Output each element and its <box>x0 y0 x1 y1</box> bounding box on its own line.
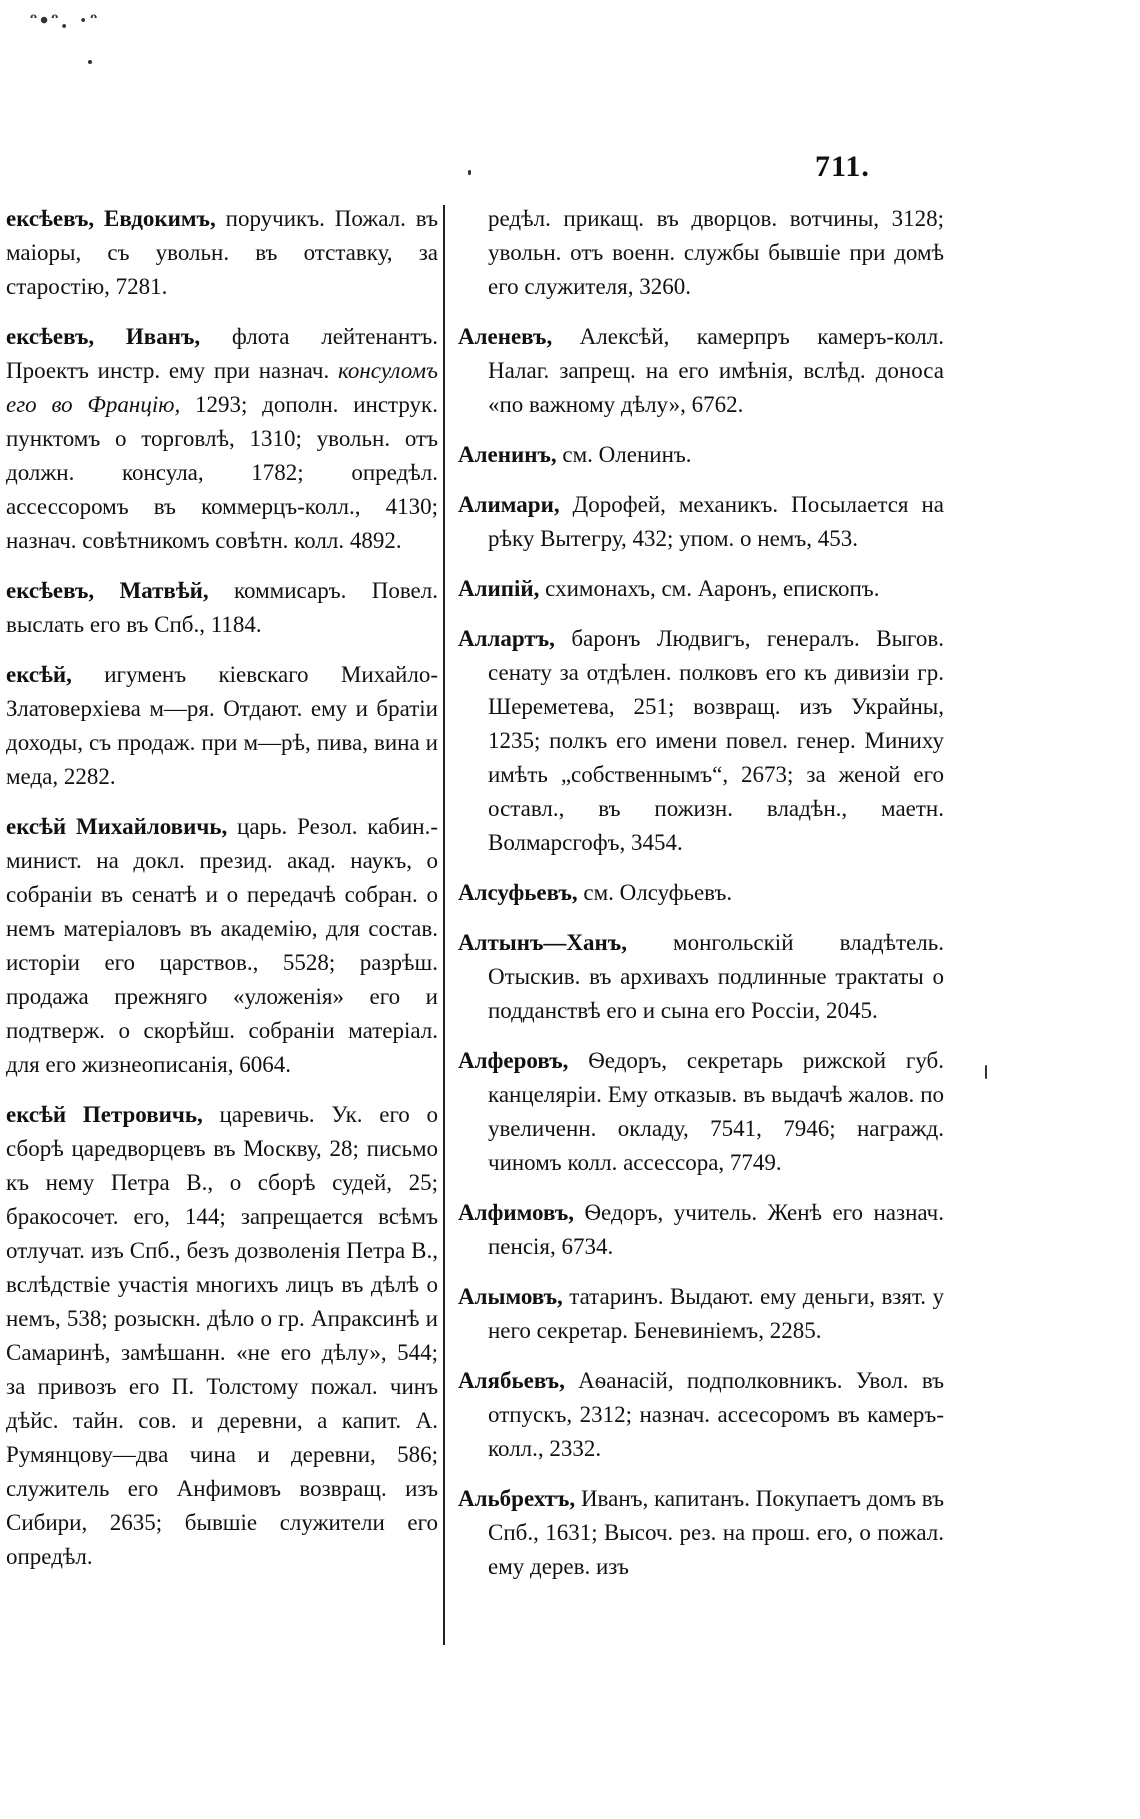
index-entry <box>458 572 944 606</box>
column-divider <box>443 205 445 1645</box>
entry-headword: Алимари, <box>458 492 560 517</box>
entry-headword: Алферовъ, <box>458 1048 569 1073</box>
ink-speck <box>468 170 471 175</box>
entry-text: схимонахъ, см. Ааронъ, епископъ. <box>539 576 880 601</box>
ink-speck <box>88 60 92 64</box>
entry-text: царевичь. Ук. его о сборѣ царедворцевъ въ Москву, 28; письмо къ нему Петра В., о сборѣ судей, 25; бракосочет. его, 144; запрещается всѣмъ отлучат. изъ Спб., безъ дозволенія Петра В., вслѣдствіе участія многихъ лицъ въ дѣлѣ о немъ, 538; розыскн. дѣло о гр. Апраксинѣ и Самаринѣ, замѣшанн. «не его дѣлу», 544; за привозъ его П. Толстому пожал. чинъ дѣйс. тайн. сов. и деревни, а капит. А. Румянцову—два чина и деревни, 586; служитель его Анфимовъ возвращ. изъ Сибири, 2635; бывшіе служители его опредѣл. <box>6 1102 438 1569</box>
entry-headword: Аленинъ, <box>458 442 557 467</box>
entry-headword: Алябьевъ, <box>458 1368 565 1393</box>
top-print-marks: ᵔ•ᵔ. ·ᵔ <box>30 8 101 34</box>
entry-text: см. Олсуфьевъ. <box>577 880 733 905</box>
index-entry <box>458 876 944 910</box>
left-column <box>6 202 438 1590</box>
entry-headword: ексѣй Петровичь, <box>6 1102 203 1127</box>
index-entry <box>458 1482 944 1584</box>
ink-speck <box>985 1065 987 1079</box>
entry-headword: ексѣй, <box>6 662 72 687</box>
index-entry <box>6 810 438 1082</box>
index-entry <box>6 574 438 642</box>
index-entry <box>458 1364 944 1466</box>
entry-text: флота лейтенантъ. Проектъ инстр. ему при назнач. <box>6 324 438 383</box>
right-column <box>458 202 944 1600</box>
entry-headword: Алтынъ—Ханъ, <box>458 930 627 955</box>
entry-text: царь. Резол. кабин.-минист. на докл. презид. акад. наукъ, о собраніи въ сенатѣ и о передачѣ собран. о немъ матеріаловъ въ академію, для состав. исторіи его царствов., 5528; разрѣш. продажа прежняго «уложенія» его и подтверж. о скорѣйш. собраніи матеріал. для его жизнеописанія, 6064. <box>6 814 439 1077</box>
entry-text: баронъ Людвигъ, генералъ. Выгов. сенату за отдѣлен. полковъ его къ дивизіи гр. Шереметева, 251; возвращ. изъ Украйны, 1235; полкъ его имени повел. генер. Миниху имѣть „собственнымъ“, 2673; за женой его оставл., въ пожизн. владѣн., маетн. Волмарсгофъ, 3454. <box>488 626 944 855</box>
entry-headword: ексѣй Михайловичь, <box>6 814 228 839</box>
index-entry <box>458 1044 944 1180</box>
entry-headword: Алсуфьевъ, <box>458 880 578 905</box>
index-entry <box>6 1098 438 1574</box>
entry-headword: Алфимовъ, <box>458 1200 574 1225</box>
index-entry <box>458 438 944 472</box>
entry-text: татаринъ. Выдают. ему деньги, взят. у него секретар. Беневиніемъ, 2285. <box>488 1284 944 1343</box>
entry-text: монгольскій владѣтель. Отыскив. въ архивахъ подлинные трактаты о подданствѣ его и сына его Россіи, 2045. <box>488 930 944 1023</box>
index-entry <box>458 1196 944 1264</box>
index-entry <box>458 926 944 1028</box>
entry-headword: ексѣевъ, Евдокимъ, <box>6 206 216 231</box>
entry-headword: Аленевъ, <box>458 324 553 349</box>
page-number: 711. <box>815 150 870 183</box>
entry-headword: ексѣевъ, Иванъ, <box>6 324 201 349</box>
index-entry-continued <box>458 202 944 304</box>
entry-text: редѣл. прикащ. въ дворцов. вотчины, 3128; увольн. отъ военн. службы бывшіе при домѣ его служителя, 3260. <box>488 206 944 299</box>
entry-headword: Алипій, <box>458 576 540 601</box>
entry-text: Аѳанасій, подполковникъ. Увол. въ отпускъ, 2312; назнач. ассесоромъ въ камеръ-колл., 2332. <box>488 1368 944 1461</box>
entry-headword: Аллартъ, <box>458 626 555 651</box>
entry-text: Ѳедоръ, секретарь рижской губ. канцеляріи. Ему отказыв. въ выдачѣ жалов. по увеличенн. окладу, 7541, 7946; награжд. чиномъ колл. ассессора, 7749. <box>488 1048 944 1175</box>
entry-text: Ѳедоръ, учитель. Женѣ его назнач. пенсія, 6734. <box>488 1200 944 1259</box>
entry-text: Дорофей, механикъ. Посылается на рѣку Вытегру, 432; упом. о немъ, 453. <box>488 492 944 551</box>
entry-text: коммисаръ. Повел. выслать его въ Спб., 1184. <box>6 578 438 637</box>
entry-text: поручикъ. Пожал. въ маіоры, съ увольн. въ отставку, за старостію, 7281. <box>6 206 438 299</box>
entry-text: игуменъ кіевскаго Михайло-Златоверхіева м—ря. Отдают. ему и братіи доходы, съ продаж. при м—рѣ, пива, вина и меда, 2282. <box>6 662 438 789</box>
entry-headword: ексѣевъ, Матвѣй, <box>6 578 209 603</box>
index-entry <box>458 622 944 860</box>
entry-text: Иванъ, капитанъ. Покупаетъ домъ въ Спб., 1631; Высоч. рез. на прош. его, о пожал. ему дерев. изъ <box>488 1486 944 1579</box>
index-entry <box>458 488 944 556</box>
entry-headword: Алымовъ, <box>458 1284 563 1309</box>
index-entry <box>6 320 438 558</box>
entry-headword: Альбрехтъ, <box>458 1486 576 1511</box>
entry-text: см. Оленинъ. <box>556 442 692 467</box>
index-entry <box>6 658 438 794</box>
entry-italic-text: консуломъ его во Францію, <box>6 358 438 417</box>
index-entry <box>6 202 438 304</box>
entry-text: 1293; дополн. инструк. пунктомъ о торговлѣ, 1310; увольн. отъ должн. консула, 1782; опредѣл. ассессоромъ въ коммерцъ-колл., 4130; назнач. совѣтникомъ совѣтн. колл. 4892. <box>6 392 438 553</box>
index-entry <box>458 320 944 422</box>
index-entry <box>458 1280 944 1348</box>
entry-text: Алексѣй, камерпръ камеръ-колл. Налаг. запрещ. на его имѣнія, вслѣд. доноса «по важному дѣлу», 6762. <box>488 324 944 417</box>
